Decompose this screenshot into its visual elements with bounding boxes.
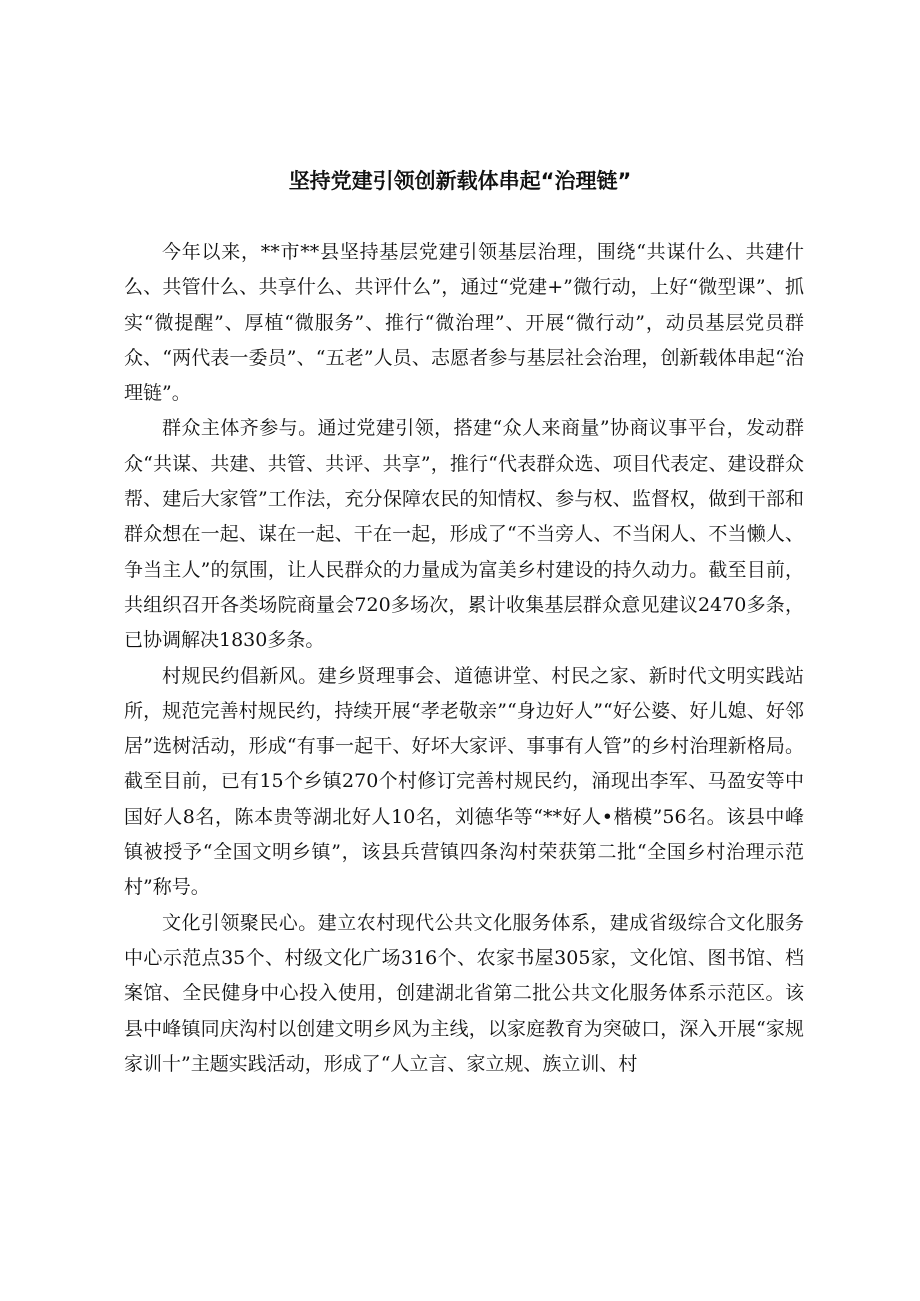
paragraph-mass-participation: 群众主体齐参与。通过党建引领，搭建“众人来商量”协商议事平台，发动群众“共谋、共建、共管、共评、共享”，推行“代表群众选、项目代表定、建设群众帮、建后大家管”工作法，充分保障农民的知情权、参与权、监督权，做到干部和群众想在一起、谋在一起、干在一起，形成了“不当旁人、不当闲人、不当懒人、争当主人”的氛围，让人民群众的力量成为富美乡村建设的持久动力。截至目前，共组织召开各类场院商量会720多场次，累计收集基层群众意见建议2470多条，已协调解决1830多条。 [124, 417, 804, 652]
paragraph-village-rules: 村规民约倡新风。建乡贤理事会、道德讲堂、村民之家、新时代文明实践站所，规范完善村规民约，持续开展“孝老敬亲”“身边好人”“好公婆、好儿媳、好邻居”选树活动，形成“有事一起干、好坏大家评、事事有人管”的乡村治理新格局。截至目前，已有15个乡镇270个村修订完善村规民约，涌现出李军、马盈安等中国好人8名，陈本贵等湖北好人10名，刘德华等“**好人•楷模”56名。该县中峰镇被授予“全国文明乡镇”，该县兵营镇四条沟村荣获第二批“全国乡村治理示范村”称号。 [124, 664, 804, 899]
paragraph-culture: 文化引领聚民心。建立农村现代公共文化服务体系，建成省级综合文化服务中心示范点35个、村级文化广场316个、农家书屋305家，文化馆、图书馆、档案馆、全民健身中心投入使用，创建湖北省第二批公共文化服务体系示范区。该县中峰镇同庆沟村以创建文明乡风为主线，以家庭教育为突破口，深入开展“家规家训十”主题实践活动，形成了“人立言、家立规、族立训、村 [124, 911, 804, 1075]
document-body [124, 235, 804, 1082]
document-title: 坚持党建引领创新载体串起“治理链” [288, 169, 632, 193]
paragraph-intro: 今年以来，**市**县坚持基层党建引领基层治理，围绕“共谋什么、共建什么、共管什么、共享什么、共评什么”，通过“党建+”微行动，上好“微型课”、抓实“微提醒”、厚植“微服务”、推行“微治理”、开展“微行动”，动员基层党员群众、“两代表一委员”、“五老”人员、志愿者参与基层社会治理，创新载体串起“治理链”。 [124, 241, 804, 405]
